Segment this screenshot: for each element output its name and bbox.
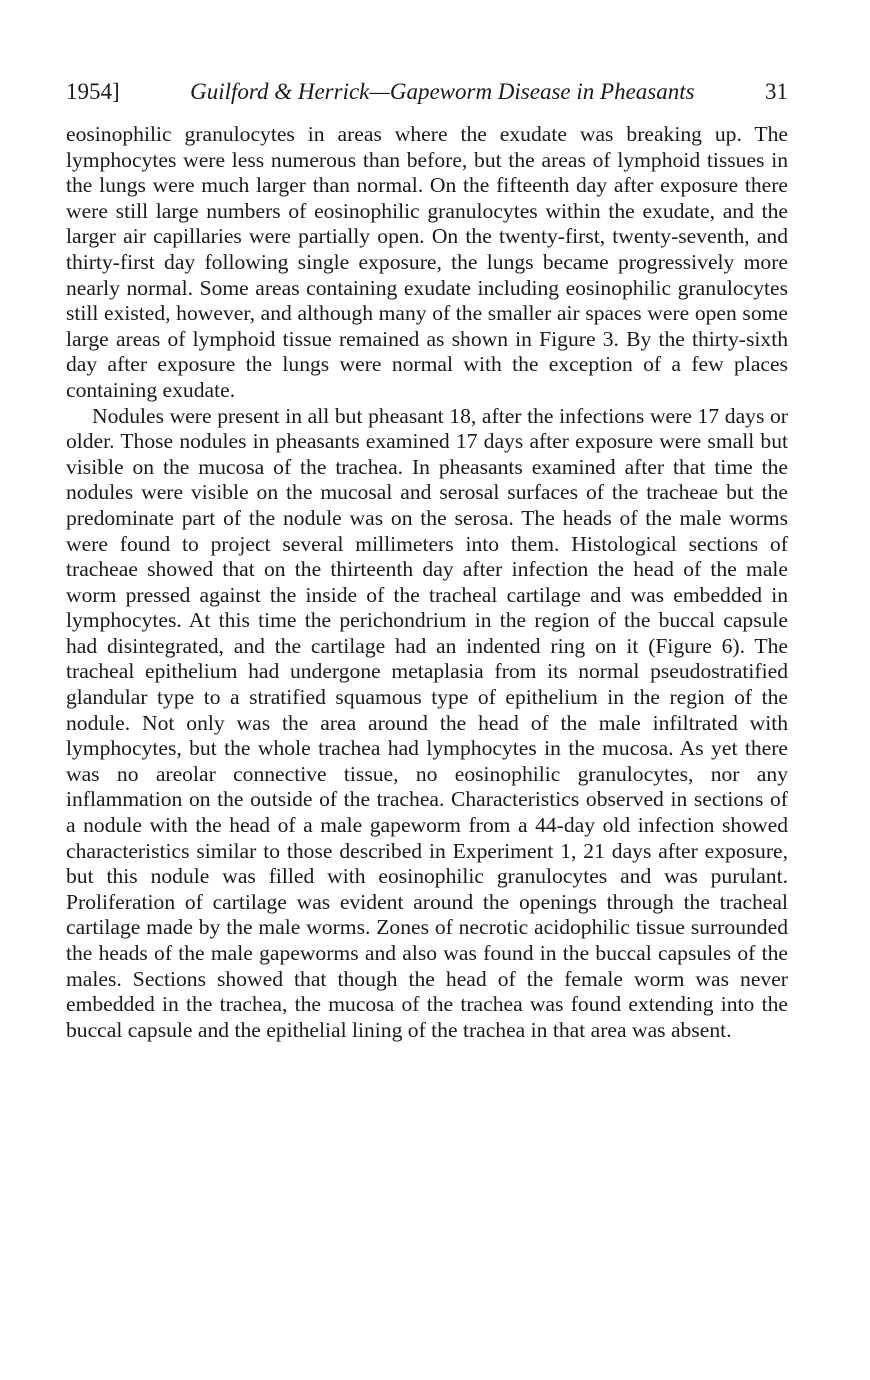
header-title: Guilford & Herrick—Gapeworm Disease in Pheasants <box>190 79 695 104</box>
paragraph-2: Nodules were present in all but pheasant 18, after the infections were 17 days or older. Those nodules in pheasants examined 17 days after exposure were small but visible on the mucosa of the trachea. In pheasants examined after that time the nodules were visible on the mucosal and serosal surfaces of the tracheae but the predominate part of the nodule was on the serosa. The heads of the male worms were found to project several millimeters into them. Histological sections of tracheae showed that on the thirteenth day after infection the head of the male worm pressed against the inside of the tracheal cartilage and was embedded in lymphocytes. At this time the perichondrium in the region of the buccal capsule had disintegrated, and the cartilage had an indented ring on it (Figure 6). The tracheal epithelium had undergone metaplasia from its normal pseudostratified glandular type to a stratified squamous type of epithelium in the region of the nodule. Not only was the area around the head of the male infiltrated with lymphocytes, but the whole trachea had lymphocytes in the mucosa. As yet there was no areolar connective tissue, no eosinophilic granulocytes, nor any inflammation on the outside of the trachea. Characteristics observed in sections of a nodule with the head of a male gapeworm from a 44-day old infection showed characteristics similar to those described in Experiment 1, 21 days after exposure, but this nodule was filled with eosinophilic granulocytes and was purulant. Proliferation of cartilage was evident around the openings through the tracheal cartilage made by the male worms. Zones of necrotic acidophilic tissue surrounded the heads of the male gapeworms and also was found in the buccal capsules of the males. Sections showed that though the head of the female worm was never embedded in the trachea, the mucosa of the trachea was found extending into the buccal capsule and the epithelial lining of the trachea in that area was absent. <box>66 403 788 1042</box>
page <box>66 78 788 1043</box>
header-year: 1954] <box>66 79 120 104</box>
page-number: 31 <box>765 79 788 104</box>
body-text <box>66 122 788 1043</box>
running-header <box>66 78 788 106</box>
paragraph-1: eosinophilic granulocytes in areas where the exudate was breaking up. The lymphocytes were less numerous than before, but the areas of lymphoid tissues in the lungs were much larger than normal. On the fifteenth day after exposure there were still large numbers of eosinophilic granulocytes within the exudate, and the larger air capillaries were partially open. On the twenty-first, twenty-seventh, and thirty-first day following single exposure, the lungs became progressively more nearly normal. Some areas containing exudate including eosinophilic granulocytes still existed, however, and although many of the smaller air spaces were open some large areas of lymphoid tissue remained as shown in Figure 3. By the thirty-sixth day after exposure the lungs were normal with the exception of a few places containing exudate. <box>66 122 788 402</box>
